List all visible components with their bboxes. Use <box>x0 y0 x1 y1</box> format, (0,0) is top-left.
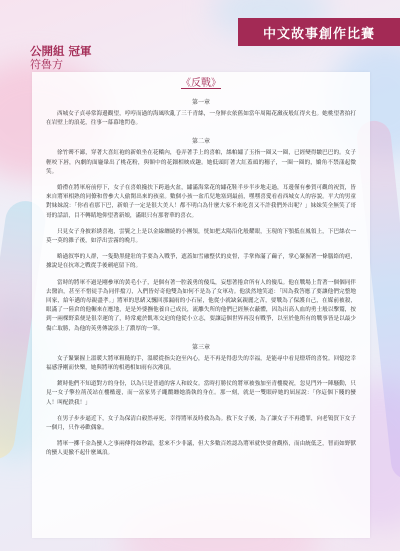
story-title: 《反戰》 <box>181 78 221 89</box>
chapter-heading: 第三章 <box>191 343 210 351</box>
story-paragraph: 西城女子貞尋常海邊觀望，哼哼而過的海風吹亂了三千青絲，一身鮮衣依舊如當年周陽花瀲夜般紅得火也。她桃望著拍打在岩壁上的浪花，往事一幕幕地閃卷。 <box>46 111 356 127</box>
story-paragraph: 在男子步步逼近下，女子為保清白毅然尋死，幸得將軍及時救為為。救下女子後，為了讓女子不再遭罪，向老鴇買下女子一個月，只作尋歡偶象。 <box>46 415 356 432</box>
award-category: 公開組 冠軍 <box>30 44 92 58</box>
story-paragraph: 當時的將軍不過是剛參軍的黃毛小子，是個有著一腔義勇的傻瓜，妄想著捲倉所有人的傻瓜。他在戰場上背著一個個同伴去醫治，甚至不惜徒手為同伴擋刀，入們皆好奇他雙為如何不是為了女軍功。他淡然地笑道：「因為我答應了要讓他們完整地回家，給年邁的母親盡孝。」將軍的思緒又飄回那漏雨的小石屋，他從小就缺氣親麗之苦，要戰為了保護自己，在媒前被殺，眼滿了一陸倉的他輾來在應地，是是外婆撫他養自己成長，流離失所的他們已經無衣蔽體，因為出高人血的勇士般以擊鷲，按到一兩棵野菜便是很幸運的了，時常處於飢寒交迫的他從小立志，要讓這個世界再沒有戰爭，以至於他所有的戰事皆是以最少傷亡取勝，為他的英勇傳說添上了濃厚的一筆。 <box>46 279 356 332</box>
contest-title: 中文故事創作比賽 <box>238 18 400 46</box>
story-paragraph: 鍍時他們不知道對方的身份，以為只是普通的客人和絞女。當時打勝仗的將軍被強加至青樓慶祝，忽見門外一陣騷動，只見一女子擎拉荊茂站在樓檻邊，而一富家男子繩纜纏她淌執的身在。那一刻，就是一雙眼碎她的屆屈說：「你這個下賤的蠻人！叫配鉄我！」 <box>46 381 356 406</box>
chapter-heading: 第二章 <box>191 138 210 146</box>
chapter-heading: 第一章 <box>191 99 210 106</box>
story-paragraph: 婚禮在將軍府前停下，女子在喜娘攙扶下跨過火盆，繡滿海棠花的繡花鞋半步半步地走過，耳邊僅有參賀可觀的祝賀，皆來自將軍相熟的同僚和曾參大人偷閑出來的孩童。數個小孩一盆爪兒地塞到最前，嘿嘿喜愛看看西城女人的容貌。平大的男童對妹妹說：「你看看那下巴，新娘子一定是很大美人！都不明白為什麼大家不來吃喜又不許我們外出呢？」妹妹笑全無笑了哥哥的話語，目不轉睛地仰望著新娘，滿眼只有那奢華的喜衣。 <box>46 185 356 219</box>
story-paragraph: 徐竹霽不鄙，穿著大喜紅袍的新娘坐在花轎內，卷弄著手上的喜帕，絲帕繡了玉指一圈又一圈，已經變得皺巴巴的。女子輕咬下唇，內劇的面龐暈出了桃花粉，與額中的花鈿相映成趣。她低頭盯著大紅蓋頭的穗子，一圈一圈的，嬌角不禁漾起微笑。 <box>46 150 356 175</box>
award-block <box>30 44 92 72</box>
story-paragraph: 只見女子身披彩綉喜袍，雲鬢之上是以金線纏繞的小團領，恍如把太陽沿化般耀眼，玉現的下顎抵在鳳領上，下巴絲衣一莫一莫的雜子後，如浮出雲霧的晚月。 <box>46 228 356 245</box>
story-paragraph: 略過叙寧的人群，一隻勤黑健壯的手要為入戰爭，遮蓋如雪融整伏的皮督，手掌佈滿了繭子，掌心緊握著一條腦絡的疤，據說是在抗寒之戰從手後劍疤留下的。 <box>46 254 356 270</box>
story-paragraph: 女子緊緊握上溫暖大將軍粗糙的手，溫暖從指尖泡至內心，是不再是得患失的幸福，是能尋中看見燈塔的喜悅。回憶挖幸福感淨剛而快樂，她與將軍的相遇相如雨有次沸頂。 <box>46 355 356 372</box>
story-paragraph: 將軍一擲千金為蠻人之事兩傳得如秒霜，惹來不少非議，但大多數百姓認為將軍就快要會觀格，而由統低乏，智而如野獸的蠻人更撤不起什麼風浪。 <box>46 441 356 457</box>
story-content <box>32 97 370 459</box>
author-name: 符魯方 <box>30 58 63 71</box>
header-band <box>0 18 400 46</box>
story-paper <box>32 72 370 538</box>
